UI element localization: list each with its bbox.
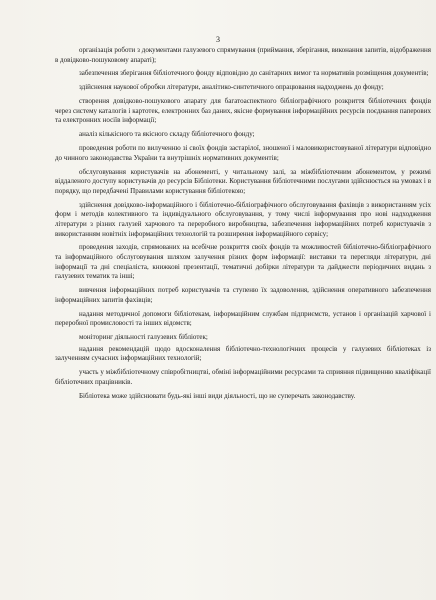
paragraph: аналіз кількісного та якісного складу бібліотечного фонду; — [79, 130, 255, 139]
paragraph: моніторинг діяльності галузевих бібліотек; — [79, 333, 208, 342]
paragraph: організація роботи з документами галузевого спрямування (приймання, зберігання, виконання запитів, відображення в довідково-пошуковому апараті); — [55, 46, 431, 64]
page-number: 3 — [216, 35, 220, 44]
paragraph: обслуговування користувачів на абонементі, у читальному залі, за міжбібліотечним абонементом, у режимі віддаленого доступу користувачів до ресурсів Бібліотеки. Користування бібліотечними послугами здійснюється на умовах і в порядку, що передбачені Правилами користування бібліотекою; — [55, 167, 431, 195]
body-text — [55, 46, 431, 406]
paragraph: здійснення наукової обробки літератури, аналітико-синтетичного опрацювання надходжень до фонду; — [79, 83, 384, 92]
paragraph: участь у міжбібліотечному співробітництві, обміні інформаційними ресурсами та сприяння підвищенню кваліфікації бібліотечних працівників. — [55, 368, 431, 386]
paragraph: створення довідково-пошукового апарату для багатоаспектного бібліографічного розкриття бібліотечних фондів через систему каталогів і картотек, електронних баз даних, якісне формування інформаційних ресурсів поєднання паперових та електронних носіїв інформації; — [55, 97, 431, 125]
paragraph: вивчення інформаційних потреб користувачів та ступеню їх задоволення, здійснення оперативного забезпечення інформаційних запитів фахівців; — [55, 286, 431, 304]
paragraph: проведення заходів, спрямованих на всебічне розкриття своїх фондів та можливостей бібліотечно-бібліографічного та інформаційного обслуговування шляхом залучення різних форм інформації: виставки та перегляди літератури, дні інформації та дні спеціаліста, книжкові презентації, тематичні добірки літератури та дайджести періодичних видань з галузевих тематик та інші; — [55, 243, 431, 281]
paragraph: надання методичної допомоги бібліотекам, інформаційним службам підприємств, установ і організацій харчової і переробної промисловості та інших відомств; — [55, 309, 431, 328]
paragraph: проведення роботи по вилученню зі своїх фондів застарілої, зношеної і маловикористовуваної літератури відповідно до чинного законодавства України та внутрішніх нормативних документів; — [55, 144, 431, 162]
paragraph: надання рекомендацій щодо вдосконалення бібліотечно-технологічних процесів у галузевих бібліотеках із залученням сучасних інформаційних технологій; — [55, 344, 431, 363]
paragraph: Бібліотека може здійснювати будь-які інші види діяльності, що не суперечать законодавству. — [79, 391, 356, 400]
paragraph: забезпечення зберігання бібліотечного фонду відповідно до санітарних вимог та нормативів розміщення документів; — [79, 69, 429, 78]
paragraph: здійснення довідково-інформаційного і бібліотечно-бібліографічного обслуговування фахівців з використанням усіх форм і методів колективного та індивідуального обслуговування, у тому числі інформування про нові надходження літератури з різних галузей харчового та переробного виробництва, забезпечення інформаційних потреб користувачів з використанням новітніх інформаційних технологій та розширення інформаційного сервісу; — [55, 200, 431, 238]
